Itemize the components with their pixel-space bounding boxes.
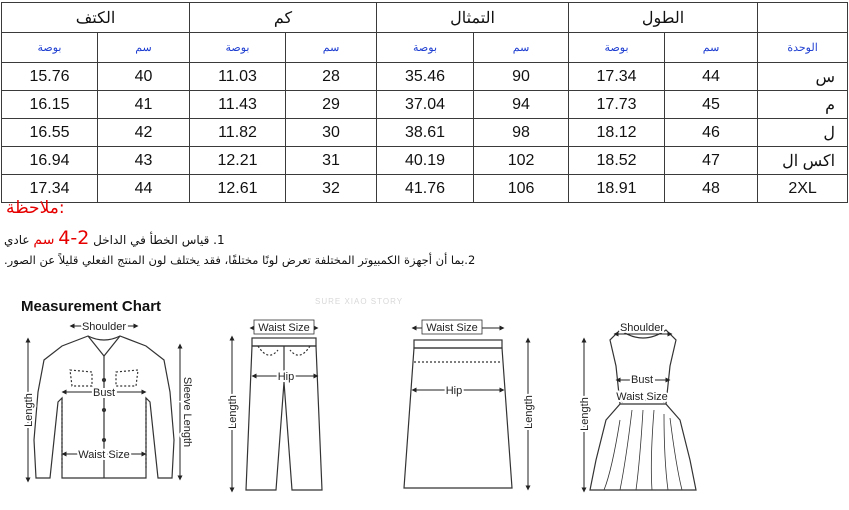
shirt-sleeve-label: Sleeve Length <box>181 376 193 448</box>
table-cell: 42 <box>98 119 190 147</box>
shirt-shoulder-label: Shoulder <box>81 321 127 333</box>
table-cell: 47 <box>665 147 758 175</box>
table-cell: 17.73 <box>569 91 665 119</box>
table-cell: 40.19 <box>377 147 474 175</box>
skirt-measure-lines <box>414 328 528 488</box>
header-bust: التمثال <box>377 3 569 33</box>
dress-diagram <box>590 330 696 490</box>
table-cell: 98 <box>474 119 569 147</box>
table-cell: 43 <box>98 147 190 175</box>
table-cell: 16.15 <box>2 91 98 119</box>
sub-header: بوصة <box>377 33 474 63</box>
table-cell: 28 <box>286 63 377 91</box>
note-1-unit: سم <box>33 232 55 248</box>
skirt-waist-label: Waist Size <box>426 322 478 334</box>
header-sleeve: كم <box>190 3 377 33</box>
measurement-chart-title: Measurement Chart <box>21 298 162 315</box>
note-1-range: 2-4 <box>58 227 90 249</box>
sub-header: بوصة <box>569 33 665 63</box>
dress-shoulder-label: Shoulder <box>619 322 665 334</box>
table-cell: 18.91 <box>569 175 665 203</box>
table-cell: 102 <box>474 147 569 175</box>
table-cell: 12.21 <box>190 147 286 175</box>
sub-header: سم <box>665 33 758 63</box>
note-2: 2.بما أن أجهزة الكمبيوتر المختلفة تعرض لونًا مختلفًا، فقد يختلف لون المنتج الفعلي قليلاً عن الصور. <box>4 253 476 267</box>
table-cell: 11.82 <box>190 119 286 147</box>
dress-bust-label: Bust <box>630 374 654 386</box>
table-cell: 16.55 <box>2 119 98 147</box>
sub-header: سم <box>98 33 190 63</box>
table-cell: 41.76 <box>377 175 474 203</box>
table-cell: 16.94 <box>2 147 98 175</box>
table-cell: 106 <box>474 175 569 203</box>
table-cell: 46 <box>665 119 758 147</box>
table-cell: 11.03 <box>190 63 286 91</box>
table-cell: 44 <box>98 175 190 203</box>
header-shoulder: الكتف <box>2 3 190 33</box>
pants-diagram <box>246 338 322 490</box>
table-cell: 11.43 <box>190 91 286 119</box>
dress-waist-label: Waist Size <box>616 391 668 403</box>
table-cell: 44 <box>665 63 758 91</box>
pants-length-label: Length <box>227 395 239 429</box>
size-label: م <box>758 91 848 119</box>
table-cell: 32 <box>286 175 377 203</box>
table-cell: 17.34 <box>2 175 98 203</box>
size-label: س <box>758 63 848 91</box>
note-title: ملاحظة: <box>6 198 65 218</box>
sub-header: سم <box>286 33 377 63</box>
pants-hip-label: Hip <box>277 371 295 383</box>
sub-header: بوصة <box>190 33 286 63</box>
header-length: الطول <box>569 3 758 33</box>
table-cell: 94 <box>474 91 569 119</box>
table-cell: 12.61 <box>190 175 286 203</box>
skirt-hip-label: Hip <box>445 385 463 397</box>
table-cell: 45 <box>665 91 758 119</box>
table-cell: 31 <box>286 147 377 175</box>
size-label: 2XL <box>758 175 848 203</box>
dress-measure-lines <box>584 334 670 490</box>
size-label: اكس ال <box>758 147 848 175</box>
table-cell: 90 <box>474 63 569 91</box>
note-1-prefix: 1. قياس الخطأ في الداخل <box>93 233 225 247</box>
shirt-bust-label: Bust <box>92 387 116 399</box>
table-cell: 35.46 <box>377 63 474 91</box>
table-cell: 29 <box>286 91 377 119</box>
table-cell: 18.12 <box>569 119 665 147</box>
skirt-length-label: Length <box>523 395 535 429</box>
table-cell: 15.76 <box>2 63 98 91</box>
pants-measure-lines <box>232 328 316 490</box>
table-cell: 17.34 <box>569 63 665 91</box>
size-label: ل <box>758 119 848 147</box>
pants-waist-label: Waist Size <box>258 322 310 334</box>
table-cell: 37.04 <box>377 91 474 119</box>
watermark: SURE XIAO STORY <box>315 297 404 306</box>
sub-header: سم <box>474 33 569 63</box>
table-cell: 40 <box>98 63 190 91</box>
table-cell: 38.61 <box>377 119 474 147</box>
table-cell: 18.52 <box>569 147 665 175</box>
sub-header: بوصة <box>2 33 98 63</box>
table-cell: 48 <box>665 175 758 203</box>
shirt-waist-label: Waist Size <box>78 449 130 461</box>
note-1-suffix: عادي <box>4 233 30 247</box>
table-cell: 41 <box>98 91 190 119</box>
table-cell: 30 <box>286 119 377 147</box>
skirt-diagram <box>404 340 512 488</box>
shirt-length-label: Length <box>23 393 35 427</box>
sub-header-unit: الوحدة <box>758 33 848 63</box>
dress-length-label: Length <box>579 397 591 431</box>
